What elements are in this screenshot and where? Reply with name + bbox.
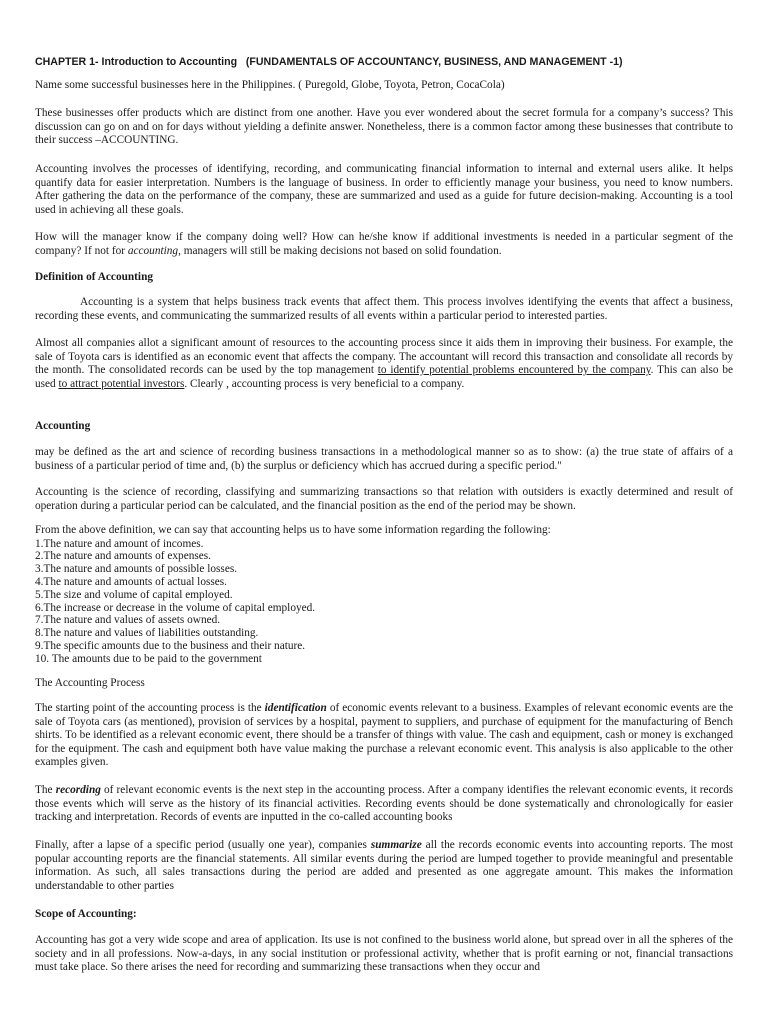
process-p1-emphasis: identification <box>264 702 327 714</box>
intro-p4-text-end: , managers will still be making decisions not based on solid foundation. <box>178 244 502 257</box>
definition-p2-text-mid: . This can also be used <box>35 364 733 390</box>
chapter-title <box>35 56 733 70</box>
process-p1-text-end: of economic events relevant to a business. Examples of relevant economic events are the sale of Toyota cars (as mentioned), provision of services by a hospital, payment to suppliers, and purchase of equipment for the manufacturing of Bench shirts. To be identified as a relevant economic event, there should be a transfer of things with value. The cash and equipment, cash or money is exchanged for the equipment. The cash and equipment both have value making the purchase a relevant economic event. This analysis is also applicable to the other examples given. <box>35 702 734 769</box>
list-item: 10. The amounts due to be paid to the government <box>35 652 262 665</box>
process-p2-text: The <box>35 784 56 796</box>
accounting-heading: Accounting <box>35 420 91 432</box>
process-paragraph-1 <box>35 702 733 770</box>
definition-p2-underline-1: to identify potential problems encountered by the company <box>377 364 651 377</box>
definition-heading: Definition of Accounting <box>35 271 153 283</box>
list-item: 5.The size and volume of capital employed. <box>35 588 233 601</box>
process-p3-text-end: all the records economic events into accounting reports. The most popular accounting reports are the financial statements. All similar events during the period are lumped together to provide meaningful and presentable information. As such, all sales transactions during the period are added and presented as one aggregate amount. This makes the information understandable to other parties <box>35 839 734 892</box>
process-p1-text: The starting point of the accounting process is the <box>35 702 265 714</box>
accounting-paragraph-2: Accounting is the science of recording, classifying and summarizing transactions so that relation with outsiders is exactly determined and result of operation during a particular period can be calculated, and the financial position as the end of the period may be shown. <box>35 486 733 512</box>
list-item: 9.The specific amounts due to the business and their nature. <box>35 639 306 652</box>
accounting-info-list <box>35 524 733 666</box>
scope-paragraph-1: Accounting has got a very wide scope and area of application. Its use is not confined to the business world alone, but spread over in all the spheres of the society and in all professions. Now-a-days, in any social institution or professional activity, whether that is profit earning or not, financial transactions must take place. So there arises the need for recording and summarizing these transactions when they occur and <box>35 934 733 974</box>
intro-paragraph-2: These businesses offer products which are distinct from one another. Have you ever wondered about the secret formula for a company’s success? This discussion can go on and on for days without yielding a definite answer. Nonetheless, there is a common factor among these businesses that contribute to their success –ACCOUNTING. <box>35 107 733 147</box>
info-list <box>35 538 733 666</box>
list-intro: From the above definition, we can say that accounting helps us to have some information regarding the following: <box>35 524 551 536</box>
list-item: 6.The increase or decrease in the volume of capital employed. <box>35 601 316 614</box>
definition-p2-text-end: . Clearly , accounting process is very beneficial to a company. <box>184 377 465 390</box>
intro-p4-text: How will the manager know if the company doing well? How can he/she know if additional investments is needed in a particular segment of the company? If not for <box>35 231 733 257</box>
process-p3-emphasis: summarize <box>370 839 422 851</box>
scope-heading: Scope of Accounting: <box>35 908 137 920</box>
intro-paragraph-4 <box>35 231 733 258</box>
process-heading: The Accounting Process <box>35 677 145 689</box>
list-item: 8.The nature and values of liabilities outstanding. <box>35 627 259 640</box>
intro-p4-emphasis: accounting <box>127 244 179 257</box>
list-item: 4.The nature and amounts of actual losses. <box>35 575 227 588</box>
list-item: 3.The nature and amounts of possible losses. <box>35 563 238 576</box>
chapter-subtitle: (FUNDAMENTALS OF ACCOUNTANCY, BUSINESS, AND MANAGEMENT -1) <box>245 56 623 68</box>
definition-p2-text: Almost all companies allot a significant amount of resources to the accounting process since it aids them in improving their business. For example, the sale of Toyota cars is identified as an economic event that affects the company. The accountant will record this transaction and consolidate all records by the month. The consolidated records can be used by the top management <box>35 337 733 377</box>
definition-paragraph-2 <box>35 337 733 391</box>
process-paragraph-2 <box>35 784 733 825</box>
chapter-title-text: CHAPTER 1- Introduction to Accounting <box>35 56 238 68</box>
process-paragraph-3 <box>35 839 733 893</box>
accounting-paragraph-1: may be defined as the art and science of recording business transactions in a methodological manner so as to show: (a) the true state of affairs of a business of a particular period of time and, (b) the surplus or deficiency which has accrued during a specific period." <box>35 446 733 472</box>
definition-p2-underline-2: to attract potential investors <box>58 377 185 390</box>
intro-paragraph-3: Accounting involves the processes of identifying, recording, and communicating financial information to internal and external users alike. It helps quantify data for easier interpretation. Numbers is the language of business. In order to efficiently manage your business, you need to know numbers. After gathering the data on the performance of the company, these are summarized and used as a guide for future decision-making. Accounting is a tool used in achieving all these goals. <box>35 163 733 216</box>
definition-paragraph-1: Accounting is a system that helps business track events that affect them. This process involves identifying the events that affect a business, recording these events, and communicating the summarized results of all events within a particular period to interested parties. <box>35 296 733 322</box>
process-p2-text-end: of relevant economic events is the next step in the accounting process. After a company identifies the relevant economic events, it records those events which will serve as the history of its financial activities. Recording events should be done systematically and chronologically for easier tracking and interpretation. Records of events are inputted in the co-called accounting books <box>35 784 733 824</box>
process-p2-emphasis: recording <box>55 784 101 796</box>
list-item: 1.The nature and amount of incomes. <box>35 537 204 550</box>
intro-paragraph-1: Name some successful businesses here in the Philippines. ( Puregold, Globe, Toyota, Petron, CocaCola) <box>35 79 505 91</box>
process-p3-text: Finally, after a lapse of a specific period (usually one year), companies <box>35 839 371 851</box>
list-item: 7.The nature and values of assets owned. <box>35 614 221 627</box>
list-item: 2.The nature and amounts of expenses. <box>35 550 211 563</box>
